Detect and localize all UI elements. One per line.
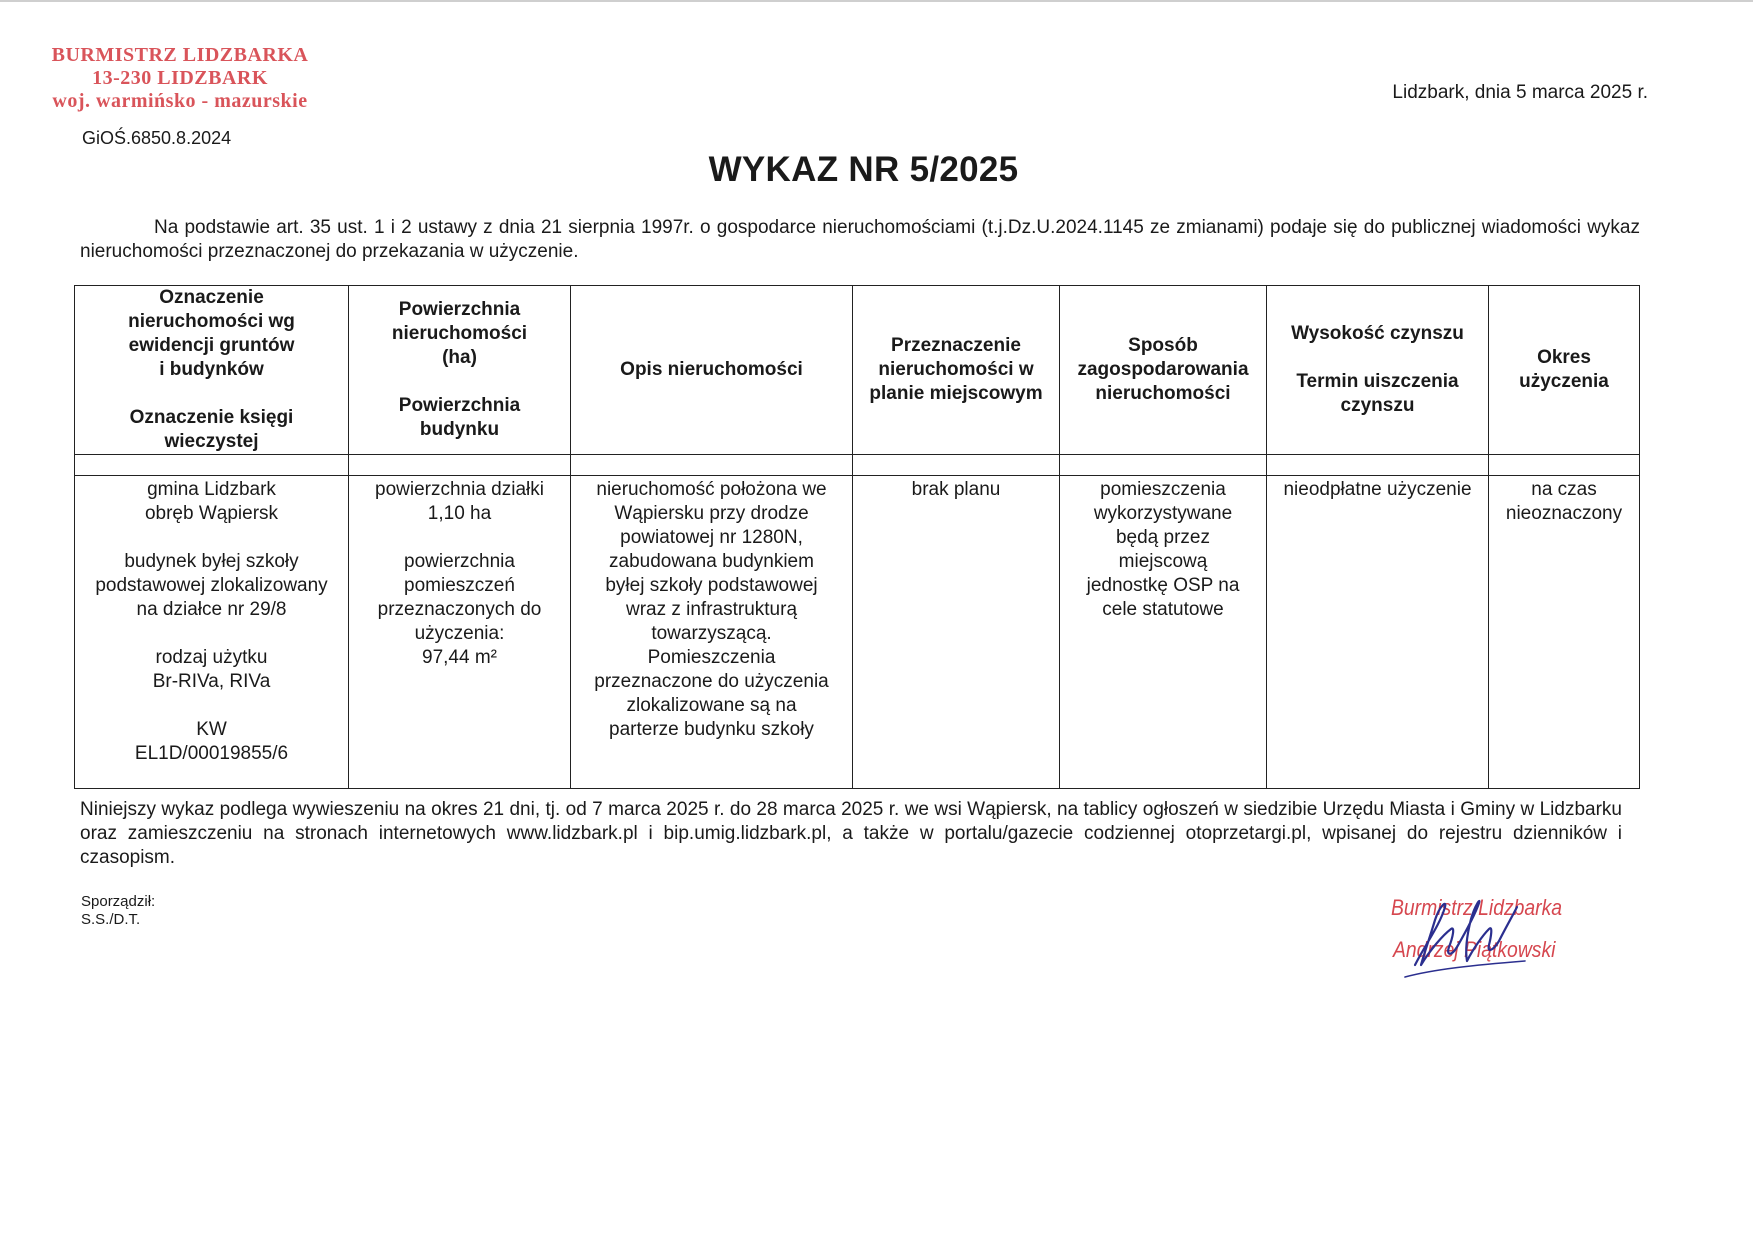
stamp-line-1: BURMISTRZ LIDZBARKA: [51, 44, 309, 66]
reference-number: GiOŚ.6850.8.2024: [82, 128, 232, 148]
cell-period: na czas nieoznaczony: [1489, 476, 1640, 789]
footer-paragraph: Niniejszy wykaz podlega wywieszeniu na okres 21 dni, tj. od 7 marca 2025 r. do 28 marca 2025 r. we wsi Wąpiersk, na tablicy ogłoszeń w siedzibie Urzędu Miasta i Gminy w Lidzbarku oraz zamieszczeniu na stronach internetowych www.lidzbark.pl i bip.umig.lidzbark.pl, a także w portalu/gazecie codziennej otoprzetargi.pl, wpisanej do rejestru dzienników i czasopism.: [80, 799, 1622, 868]
cell-area: powierzchnia działki 1,10 ha powierzchnia pomieszczeń przeznaczonych do użyczenia: 97,44 m²: [349, 476, 571, 789]
cell-zoning: brak planu: [853, 476, 1060, 789]
document-date: Lidzbark, dnia 5 marca 2025 r.: [1392, 82, 1648, 103]
prepared-by: [81, 893, 155, 929]
mayor-signature: [1385, 885, 1615, 995]
office-stamp: [30, 44, 330, 113]
prepared-initials: S.S./D.T.: [81, 911, 141, 928]
header-rent: Wysokość czynszu Termin uiszczenia czynszu: [1267, 286, 1489, 455]
header-period: Okres użyczenia: [1489, 286, 1640, 455]
stamp-line-2: 13-230 LIDZBARK: [92, 67, 268, 89]
document-title: WYKAZ NR 5/2025: [708, 150, 1019, 189]
cell-description: nieruchomość położona we Wąpiersku przy drodze powiatowej nr 1280N, zabudowana budynkiem byłej szkoły podstawowej wraz z infrastrukturą towarzyszącą. Pomieszczenia przeznaczone do użyczenia zlokalizowane są na parterze budynku szkoły: [571, 476, 853, 789]
header-area: Powierzchnia nieruchomości (ha) Powierzchnia budynku: [349, 286, 571, 455]
cell-usage: pomieszczenia wykorzystywane będą przez miejscową jednostkę OSP na cele statutowe: [1060, 476, 1267, 789]
property-table: [74, 285, 1640, 789]
signature-name: Andrzej Piątkowski: [1393, 937, 1556, 962]
header-description: Opis nieruchomości: [571, 286, 853, 455]
signature-title: Burmistrz Lidzbarka: [1391, 895, 1563, 920]
prepared-label: Sporządził:: [81, 893, 156, 910]
header-designation: Oznaczenie nieruchomości wg ewidencji gruntów i budynków Oznaczenie księgi wieczystej: [75, 286, 349, 455]
cell-designation: gmina Lidzbark obręb Wąpiersk budynek byłej szkoły podstawowej zlokalizowany na działce nr 29/8 rodzaj użytku Br-RIVa, RIVa KW EL1D/00019855/6: [75, 476, 349, 789]
cell-rent: nieodpłatne użyczenie: [1267, 476, 1489, 789]
scan-edge-line: [0, 0, 1753, 2]
handwritten-signature-icon: [1385, 885, 1615, 995]
table-row: [75, 476, 1640, 789]
intro-paragraph: Na podstawie art. 35 ust. 1 i 2 ustawy z dnia 21 sierpnia 1997r. o gospodarce nieruchomościami (t.j.Dz.U.2024.1145 ze zmianami) podaje się do publicznej wiadomości wykaz nieruchomości przeznaczonej do przekazania w użyczenie.: [80, 217, 1640, 262]
header-zoning: Przeznaczenie nieruchomości w planie miejscowym: [853, 286, 1060, 455]
stamp-line-3: woj. warmińsko - mazurskie: [52, 90, 308, 112]
header-usage: Sposób zagospodarowania nieruchomości: [1060, 286, 1267, 455]
table-spacer-row: [75, 455, 1640, 476]
table-header-row: [75, 286, 1640, 455]
